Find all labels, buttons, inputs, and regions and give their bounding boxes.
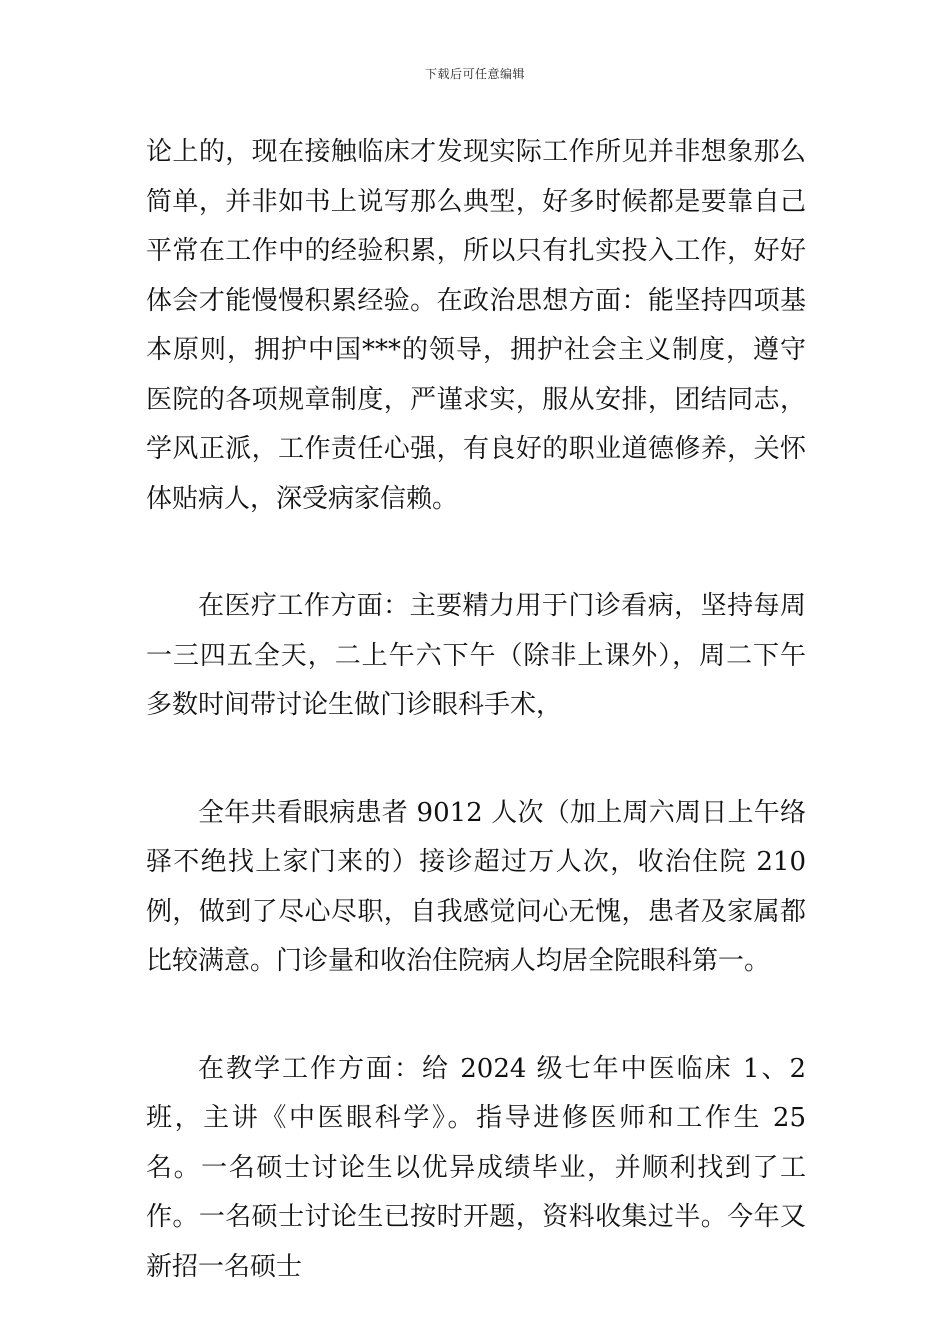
document-body <box>146 128 806 1292</box>
paragraph-medical-work: 在医疗工作方面：主要精力用于门诊看病，坚持每周一三四五全天，二上午六下午（除非上课外），周二下午多数时间带讨论生做门诊眼科手术， <box>146 591 806 720</box>
paragraph-teaching-work: 在教学工作方面：给 2024 级七年中医临床 1、2 班，主讲《中医眼科学》。指导进修医师和工作生 25 名。一名硕士讨论生以优异成绩毕业，并顺利找到了工作。一名硕士讨论生已按时开题，资料收集过半。今年又新招一名硕士 <box>146 1053 806 1282</box>
paragraph-annual-patients: 全年共看眼病患者 9012 人次（加上周六周日上午络驿不绝找上家门来的）接诊超过万人次，收治住院 210 例，做到了尽心尽职，自我感觉问心无愧，患者及家属都比较满意。门诊量和收治住院病人均居全院眼科第一。 <box>146 797 806 976</box>
page-header-note: 下载后可任意编辑 <box>424 67 525 81</box>
paragraph-political-thought: 论上的，现在接触临床才发现实际工作所见并非想象那么简单，并非如书上说写那么典型，好多时候都是要靠自己平常在工作中的经验积累，所以只有扎实投入工作，好好体会才能慢慢积累经验。在政治思想方面：能坚持四项基本原则，拥护中国***的领导，拥护社会主义制度，遵守医院的各项规章制度，严谨求实，服从安排，团结同志，学风正派，工作责任心强，有良好的职业道德修养，关怀体贴病人，深受病家信赖。 <box>146 137 806 514</box>
